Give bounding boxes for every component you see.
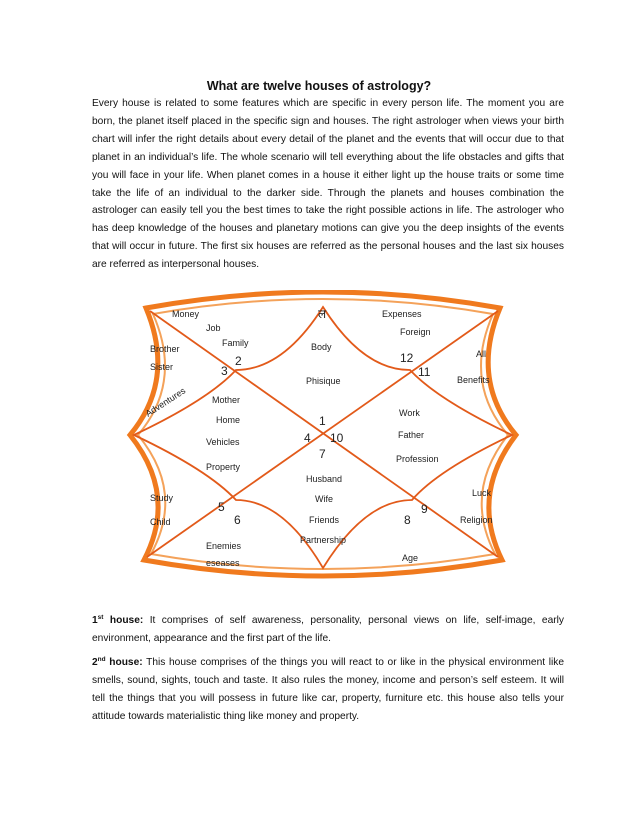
label-all: All: [476, 349, 487, 359]
house-number-10: 10: [330, 431, 344, 445]
intro-paragraph: Every house is related to some features which are specific in every person life. The moment you are born, the planet itself placed in the specific sign and houses. The right astrologer when views your birth chart will infer the right details about every detail of the planet and the events that will occur due to that planet in an individual’s life. The whole scenario will tell everything about the life obstacles and gifts that you will face in your life. When planet comes in a house it either light up the house traits or some time take the life of an individual to the darker side. Through the planets and houses combination the astrologer can easily tell you the best times to take the right possible actions in life. The astrologer who has deep knowledge of the houses and planetary motions can give you the deep insights of the events that will occur in future. The first six houses are referred as the personal houses and the last six houses are referred as interpersonal houses.: [92, 98, 564, 271]
house-number-7: 7: [319, 447, 326, 461]
house-number-8: 8: [404, 513, 411, 527]
label-mother: Mother: [212, 395, 241, 405]
label-child: Child: [150, 517, 171, 527]
house-number-9: 9: [421, 502, 428, 516]
house-1-paragraph: [92, 612, 564, 648]
birth-chart-svg: [120, 290, 526, 580]
label-study: Study: [150, 493, 174, 503]
label-sister: Sister: [150, 362, 174, 372]
label-profession: Profession: [396, 454, 439, 464]
label-eseases: eseases: [206, 558, 240, 568]
label-body: Body: [311, 342, 332, 352]
house-number-2: 2: [235, 354, 242, 368]
label-foreign: Foreign: [400, 327, 431, 337]
label-religion: Religion: [460, 515, 493, 525]
label-father: Father: [398, 430, 425, 440]
label-job: Job: [206, 323, 221, 333]
label-vehicles: Vehicles: [206, 437, 240, 447]
house-2-paragraph: [92, 654, 564, 726]
house-number-5: 5: [218, 500, 225, 514]
label-wife: Wife: [315, 494, 333, 504]
label-friends: Friends: [309, 515, 340, 525]
house-number-12: 12: [400, 351, 414, 365]
label-property: Property: [206, 462, 241, 472]
label-expenses: Expenses: [382, 309, 422, 319]
page-title: What are twelve houses of astrology?: [206, 79, 432, 93]
birth-chart-diagram: [120, 290, 526, 580]
label-age: Age: [402, 553, 419, 563]
label-work: Work: [399, 408, 420, 418]
house-1-text: It comprises of self awareness, personality, personal views on life, self-image, early environment, appearance and the first part of the life.: [92, 615, 564, 644]
label-adventures: Adventures: [143, 385, 188, 419]
house-1-heading: 1st house:: [92, 614, 144, 626]
label-husband: Husband: [306, 474, 343, 484]
chart-top-symbol: ल: [318, 307, 327, 321]
house-number-1: 1: [319, 414, 326, 428]
house-number-11: 11: [418, 365, 431, 379]
label-family: Family: [222, 338, 249, 348]
label-luck: Luck: [472, 488, 492, 498]
house-number-3: 3: [221, 364, 228, 378]
label-money: Money: [172, 309, 200, 319]
label-home: Home: [216, 415, 241, 425]
label-benefits: Benefits: [457, 375, 490, 385]
label-brother: Brother: [150, 344, 180, 354]
house-2-heading: 2nd house:: [92, 656, 143, 668]
label-enemies: Enemies: [206, 541, 242, 551]
house-2-text: This house comprises of the things you will react to or like in the physical environment like smells, sound, sights, touch and taste. It also rules the money, income and person’s self esteem. It will tell the things that you will possess in future like car, property, furniture etc. this house also tells your attitude towards materialistic thing like money and property.: [92, 657, 564, 722]
label-phisique: Phisique: [306, 376, 341, 386]
house-number-4: 4: [304, 431, 311, 445]
house-number-6: 6: [234, 513, 241, 527]
label-partnership: Partnership: [300, 535, 347, 545]
